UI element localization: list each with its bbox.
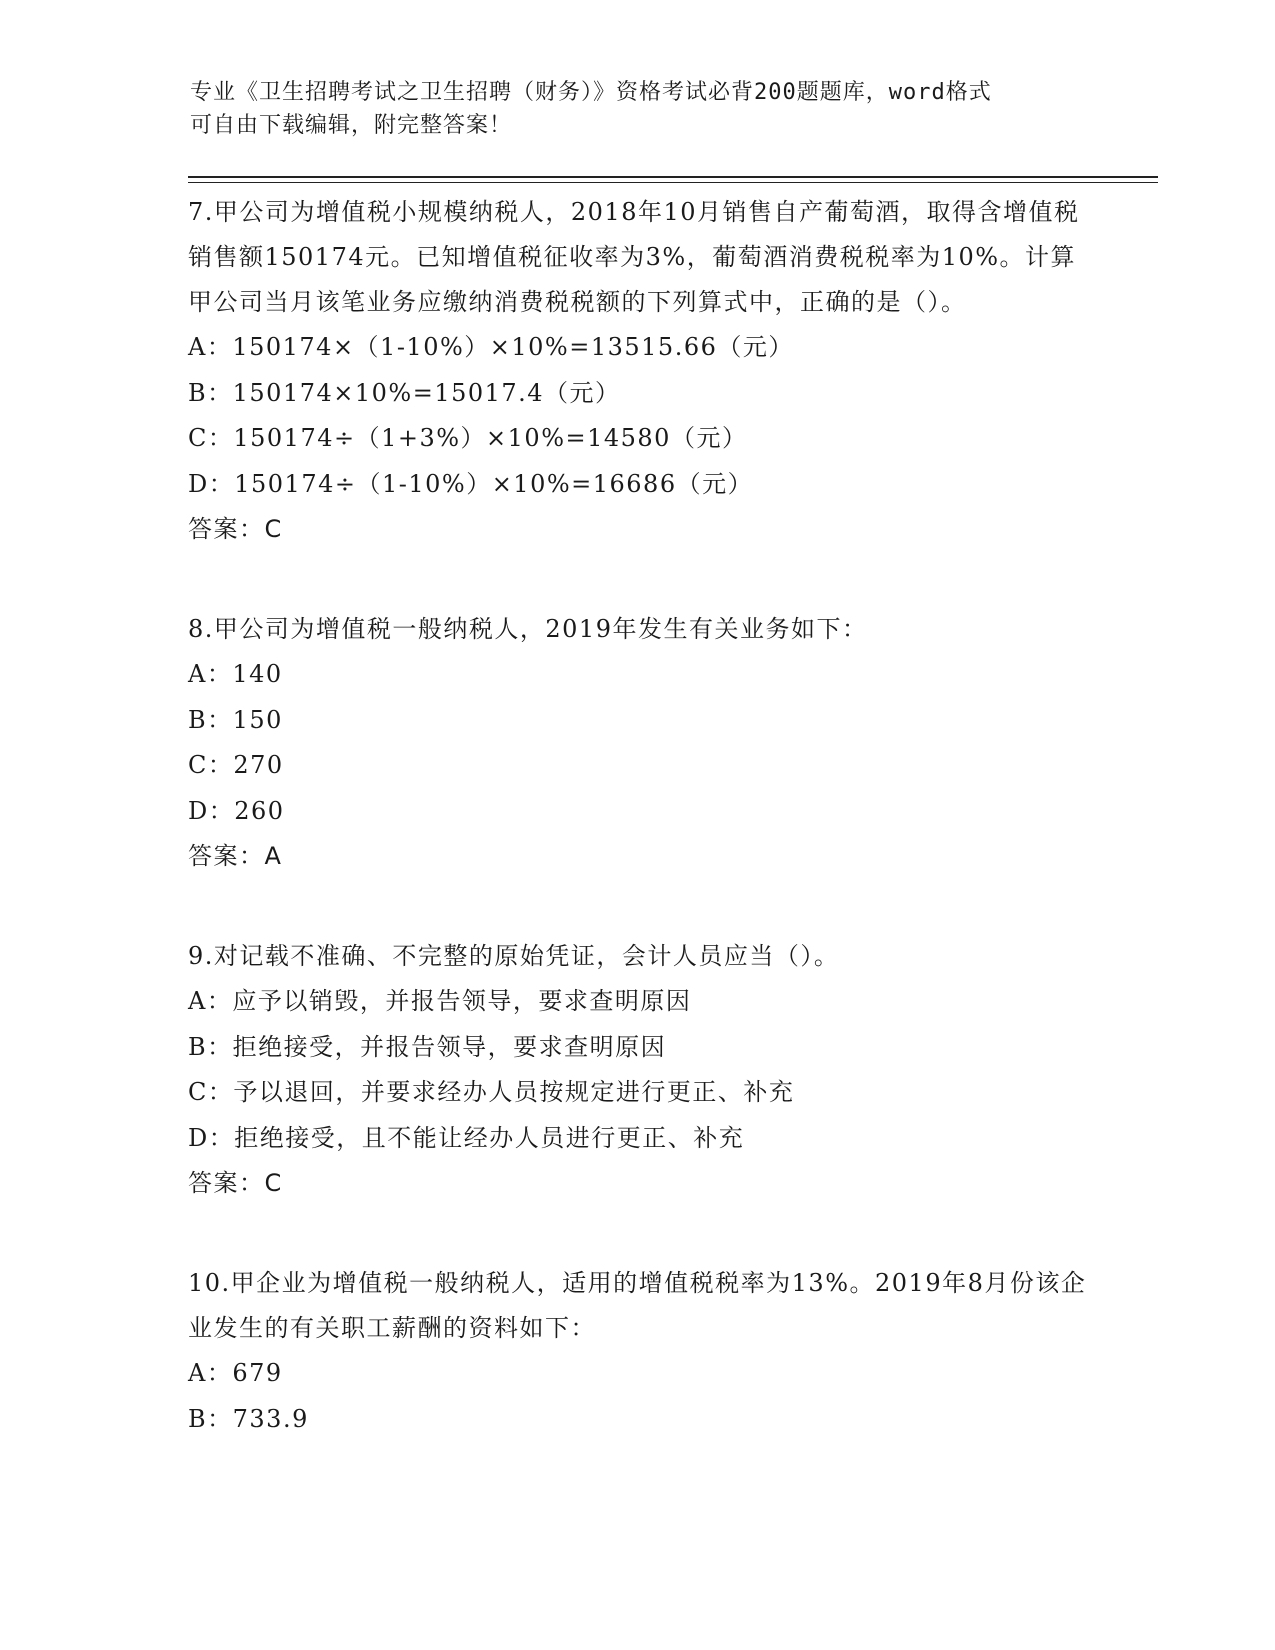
question-8 (188, 607, 1088, 879)
header-line-2: 可自由下载编辑，附完整答案！ (190, 113, 513, 138)
question-stem: 8.甲公司为增值税一般纳税人，2019年发生有关业务如下： (188, 615, 868, 643)
option-d: D：拒绝接受，且不能让经办人员进行更正、补充 (188, 1123, 745, 1152)
answer-line: 答案：A (188, 842, 283, 870)
header-divider-thick (188, 176, 1158, 178)
answer-line: 答案：C (188, 1169, 283, 1197)
question-9 (188, 934, 1088, 1206)
option-c: C：270 (188, 751, 284, 779)
header-line-1: 专业《卫生招聘考试之卫生招聘（财务）》资格考试必背200题题库，word格式 (190, 80, 992, 105)
option-b: B：拒绝接受，并报告领导，要求查明原因 (188, 1032, 667, 1061)
option-d: D：150174÷（1-10%）×10%=16686（元） (188, 469, 754, 498)
question-stem: 10.甲企业为增值税一般纳税人，适用的增值税税率为13%。2019年8月份该企业发生的有关职工薪酬的资料如下： (188, 1269, 1087, 1342)
document-header (190, 76, 1090, 142)
option-a: A：应予以销毁，并报告领导，要求查明原因 (188, 987, 692, 1015)
option-a: A：679 (188, 1359, 283, 1387)
option-a: A：150174×（1-10%）×10%=13515.66（元） (188, 333, 794, 361)
answer-line: 答案：C (188, 515, 283, 543)
option-b: B：150 (188, 705, 283, 734)
option-b: B：150174×10%=15017.4（元） (188, 378, 621, 407)
option-c: C：予以退回，并要求经办人员按规定进行更正、补充 (188, 1078, 795, 1106)
option-b: B：733.9 (188, 1404, 309, 1433)
question-list (188, 190, 1088, 1497)
question-stem: 7.甲公司为增值税小规模纳税人，2018年10月销售自产葡萄酒，取得含增值税销售额150174元。已知增值税征收率为3%，葡萄酒消费税税率为10%。计算甲公司当月该笔业务应缴纳消费税税额的下列算式中，正确的是（）。 (188, 198, 1080, 316)
option-c: C：150174÷（1+3%）×10%=14580（元） (188, 424, 748, 452)
option-a: A：140 (188, 660, 283, 688)
question-stem: 9.对记载不准确、不完整的原始凭证，会计人员应当（）。 (188, 942, 840, 970)
header-divider-thin (188, 182, 1158, 183)
option-d: D：260 (188, 796, 285, 825)
question-10 (188, 1261, 1088, 1442)
question-7 (188, 190, 1088, 552)
